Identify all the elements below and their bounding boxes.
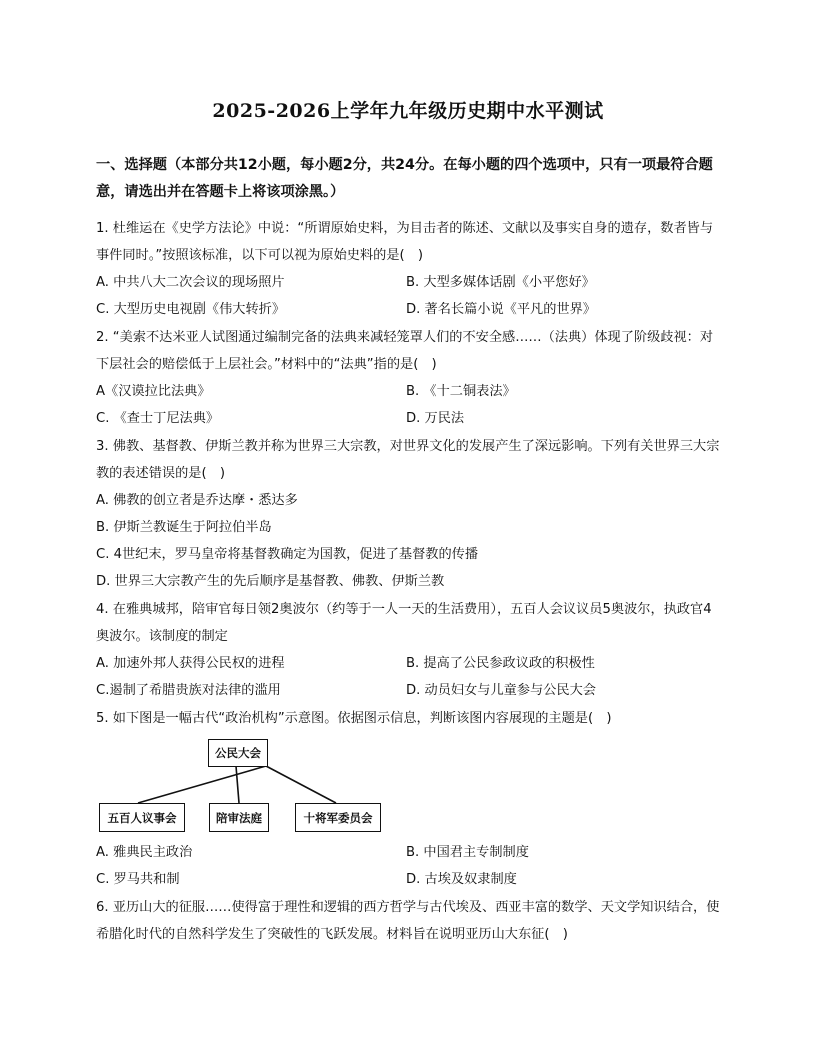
q2-option-c: C. 《查士丁尼法典》	[96, 411, 220, 426]
q2-option-b: B. 《十二铜表法》	[406, 384, 516, 399]
diagram-node-assembly: 公民大会	[208, 739, 268, 767]
diagram-node-council: 五百人议事会	[99, 803, 185, 832]
q3-option-b: B. 伊斯兰教诞生于阿拉伯半岛	[96, 520, 272, 535]
q1-option-a: A. 中共八大二次会议的现场照片	[96, 275, 285, 290]
question-3-stem: 3. 佛教、基督教、伊斯兰教并称为世界三大宗教，对世界文化的发展产生了深远影响。下列有关世界三大宗教的表述错误的是( )	[96, 439, 720, 481]
q2-option-a: A《汉谟拉比法典》	[96, 384, 211, 399]
diagram-node-generals: 十将军委员会	[295, 803, 381, 832]
q1-option-d: D. 著名长篇小说《平凡的世界》	[406, 302, 596, 317]
political-structure-diagram	[96, 736, 396, 836]
question-6-stem: 6. 亚历山大的征服……使得富于理性和逻辑的西方哲学与古代埃及、西亚丰富的数学、天文学知识结合，使希腊化时代的自然科学发生了突破性的飞跃发展。材料旨在说明亚历山大东征( )	[96, 900, 720, 942]
question-5-stem: 5. 如下图是一幅古代“政治机构”示意图。依据图示信息，判断该图内容展现的主题是( )	[96, 711, 612, 726]
q5-option-d: D. 古埃及奴隶制度	[406, 872, 517, 887]
section-heading: 一、选择题（本部分共12小题，每小题2分，共24分。在每小题的四个选项中，只有一项最符合题意，请选出并在答题卡上将该项涂黑。）	[96, 157, 713, 200]
exam-title: 2025-2026上学年九年级历史期中水平测试	[212, 100, 604, 122]
q5-option-c: C. 罗马共和制	[96, 872, 180, 887]
q3-option-c: C. 4世纪末，罗马皇帝将基督教确定为国教，促进了基督教的传播	[96, 547, 479, 562]
q5-option-b: B. 中国君主专制制度	[406, 845, 529, 860]
q4-option-a: A. 加速外邦人获得公民权的进程	[96, 656, 285, 671]
q4-option-d: D. 动员妇女与儿童参与公民大会	[406, 683, 596, 698]
question-1-stem: 1. 杜维运在《史学方法论》中说：“所谓原始史料，为目击者的陈述、文献以及事实自身的遗存，数者皆与事件同时。”按照该标准，以下可以视为原始史料的是( )	[96, 221, 714, 263]
question-2-stem: 2. “美索不达米亚人试图通过编制完备的法典来减轻笼罩人们的不安全感……（法典）体现了阶级歧视：对下层社会的赔偿低于上层社会。”材料中的“法典”指的是( )	[96, 330, 714, 372]
q1-option-c: C. 大型历史电视剧《伟大转折》	[96, 302, 286, 317]
q3-option-a: A. 佛教的创立者是乔达摩・悉达多	[96, 493, 298, 508]
q2-option-d: D. 万民法	[406, 411, 465, 426]
q4-option-b: B. 提高了公民参政议政的积极性	[406, 656, 595, 671]
q3-option-d: D. 世界三大宗教产生的先后顺序是基督教、佛教、伊斯兰教	[96, 574, 445, 589]
q1-option-b: B. 大型多媒体话剧《小平您好》	[406, 275, 595, 290]
q5-option-a: A. 雅典民主政治	[96, 845, 193, 860]
question-4-stem: 4. 在雅典城邦，陪审官每日领2奥波尔（约等于一人一天的生活费用），五百人会议议员5奥波尔，执政官4奥波尔。该制度的制定	[96, 602, 712, 644]
q4-option-c: C.遏制了希腊贵族对法律的滥用	[96, 683, 281, 698]
diagram-node-court: 陪审法庭	[209, 803, 269, 832]
